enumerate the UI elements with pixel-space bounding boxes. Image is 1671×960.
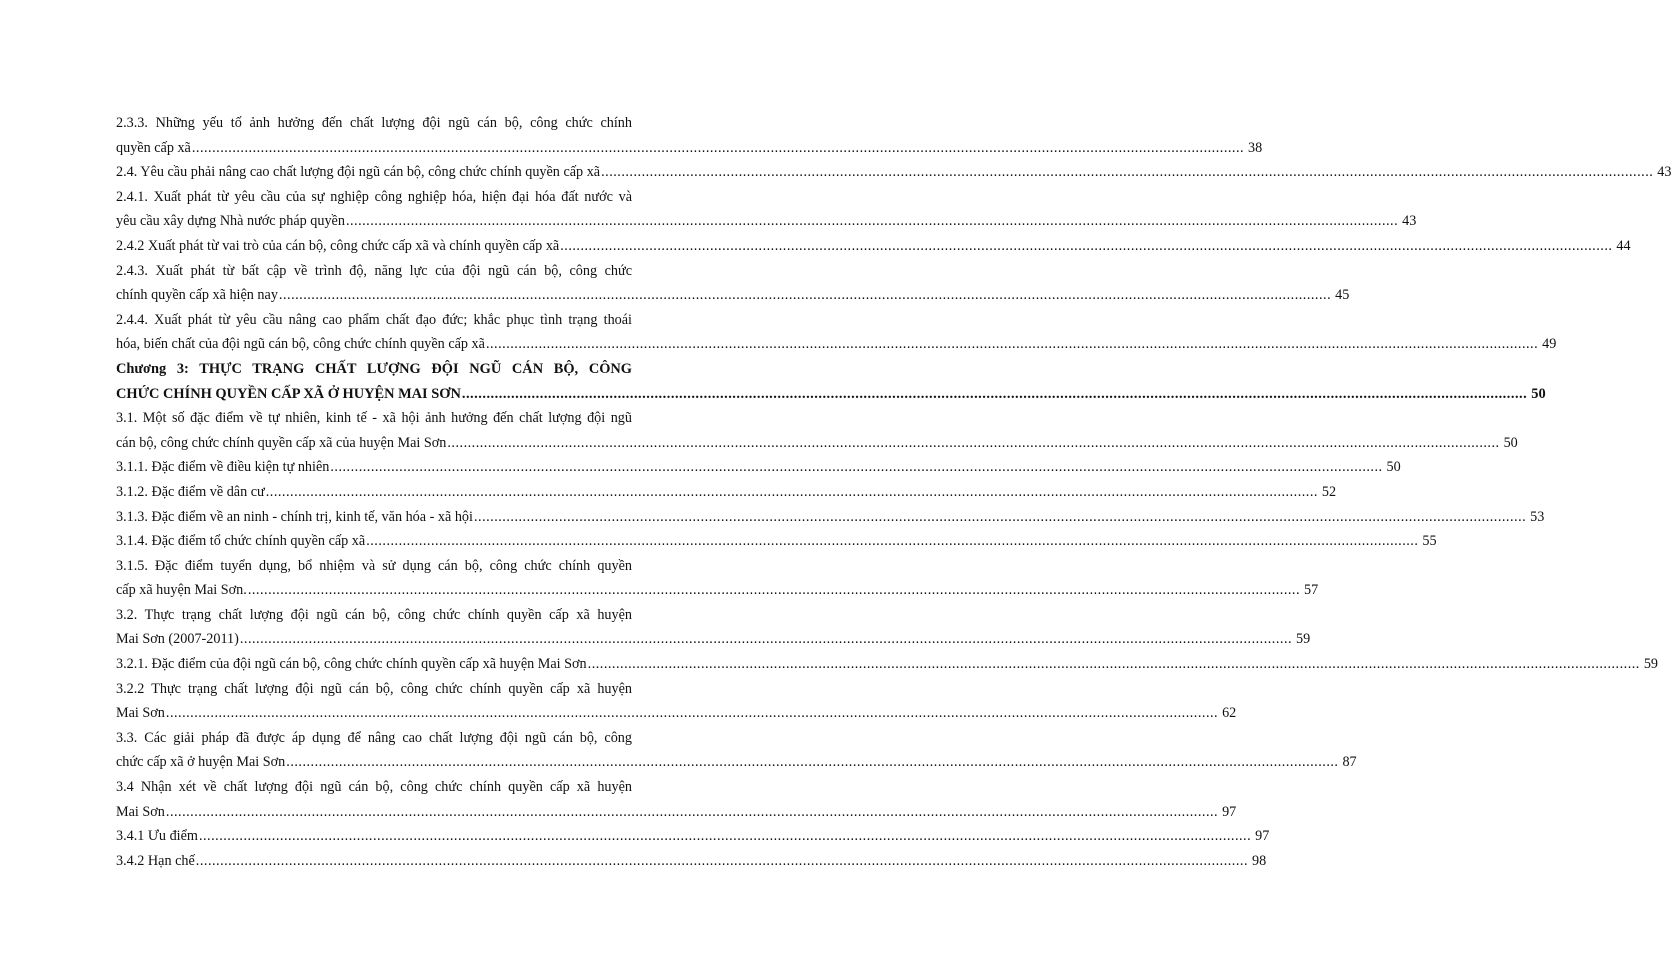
toc-page-number: 57 — [1304, 582, 1319, 599]
toc-entry-text-line: 2.4.3. Xuất phát từ bất cập về trình độ, năng lực của đội ngũ cán bộ, công chức — [116, 262, 632, 279]
toc-entry-last-line — [116, 136, 1263, 161]
toc-entry-title: CHỨC CHÍNH QUYỀN CẤP XÃ Ở HUYỆN MAI SƠN — [116, 385, 461, 402]
toc-dot-leader: .................................................................................................................................................................................................................................................................... — [265, 483, 1318, 500]
toc-page-number: 97 — [1222, 803, 1237, 820]
toc-entry-title: 3.2.1. Đặc điểm của đội ngũ cán bộ, công chức chính quyền cấp xã huyện Mai Sơn — [116, 656, 587, 673]
toc-dot-leader: .................................................................................................................................................................................................................................................................... — [198, 828, 1252, 845]
toc-entry[interactable] — [116, 234, 1631, 259]
toc-entry-last-line — [116, 160, 1671, 185]
toc-entry-last-line — [116, 480, 1337, 505]
toc-entry[interactable] — [116, 455, 1401, 480]
toc-entry[interactable] — [116, 160, 1671, 185]
toc-entry-last-line — [116, 431, 1518, 456]
toc-page-number: 49 — [1542, 336, 1557, 353]
toc-entry[interactable] — [116, 529, 1437, 554]
toc-entry-text-line: 2.3.3. Những yếu tố ảnh hưởng đến chất lượng đội ngũ cán bộ, công chức chính — [116, 115, 632, 131]
toc-page-number: 43 — [1402, 213, 1417, 230]
toc-entry-last-line — [116, 652, 1659, 677]
toc-dot-leader: .................................................................................................................................................................................................................................................................... — [191, 139, 1245, 156]
toc-entry-title: chính quyền cấp xã hiện nay — [116, 287, 278, 304]
toc-dot-leader: .................................................................................................................................................................................................................................................................... — [447, 434, 1500, 451]
toc-entry[interactable] — [116, 652, 1659, 677]
toc-page-number: 62 — [1222, 705, 1237, 722]
toc-entry-last-line — [116, 529, 1437, 554]
toc-entry-title: Mai Sơn — [116, 803, 165, 820]
toc-entry-title: cấp xã huyện Mai Sơn. — [116, 582, 247, 599]
toc-entry-title: 3.1.4. Đặc điểm tổ chức chính quyền cấp xã — [116, 533, 366, 550]
toc-entry-last-line — [116, 701, 1237, 726]
toc-entry[interactable] — [116, 554, 1319, 603]
toc-entry-last-line — [116, 578, 1319, 603]
toc-dot-leader: .................................................................................................................................................................................................................................................................... — [560, 237, 1613, 254]
toc-entry[interactable] — [116, 505, 1545, 530]
toc-entry[interactable] — [116, 824, 1270, 849]
toc-page-number: 53 — [1530, 508, 1545, 525]
toc-entry-title: Mai Sơn (2007-2011) — [116, 631, 239, 648]
toc-entry[interactable] — [116, 480, 1337, 505]
toc-dot-leader: .................................................................................................................................................................................................................................................................... — [485, 336, 1539, 353]
toc-dot-leader: .................................................................................................................................................................................................................................................................... — [587, 656, 1640, 673]
toc-dot-leader: .................................................................................................................................................................................................................................................................... — [366, 533, 1419, 550]
toc-entry-text-line: 3.2.2 Thực trạng chất lượng đội ngũ cán bộ, công chức chính quyền cấp xã huyện — [116, 680, 632, 697]
toc-entry-last-line — [116, 750, 1357, 775]
toc-entry-title: quyền cấp xã — [116, 139, 191, 156]
toc-entry-title: 2.4.2 Xuất phát từ vai trò của cán bộ, công chức cấp xã và chính quyền cấp xã — [116, 237, 560, 254]
toc-entry-title: yêu cầu xây dựng Nhà nước pháp quyền — [116, 213, 345, 230]
toc-entry-text-line: 3.1. Một số đặc điểm về tự nhiên, kinh tế - xã hội ảnh hưởng đến chất lượng đội ngũ — [116, 410, 632, 427]
toc-entry-title: Mai Sơn — [116, 705, 165, 722]
toc-page-number: 50 — [1386, 459, 1401, 476]
toc-entry-last-line — [116, 800, 1237, 825]
toc-entry-last-line — [116, 824, 1270, 849]
toc-entry-title: 3.1.3. Đặc điểm về an ninh - chính trị, kinh tế, văn hóa - xã hội — [116, 508, 473, 525]
toc-dot-leader: .................................................................................................................................................................................................................................................................... — [278, 287, 1332, 304]
toc-entry[interactable] — [116, 406, 1518, 455]
toc-dot-leader: .................................................................................................................................................................................................................................................................... — [461, 385, 1528, 402]
toc-entry-text-line: 3.3. Các giải pháp đã được áp dụng để nâng cao chất lượng đội ngũ cán bộ, công — [116, 729, 632, 746]
toc-entry-last-line — [116, 455, 1401, 480]
toc-page-number: 44 — [1616, 237, 1631, 254]
toc-entry-text-line: 3.4 Nhận xét về chất lượng đội ngũ cán bộ, công chức chính quyền cấp xã huyện — [116, 779, 632, 796]
toc-page-number: 38 — [1248, 139, 1263, 156]
toc-entry[interactable] — [116, 603, 1311, 652]
toc-page-number: 45 — [1335, 287, 1350, 304]
toc-entry-text-line: 2.4.4. Xuất phát từ yêu cầu nâng cao phẩm chất đạo đức; khắc phục tình trạng thoái — [116, 311, 632, 328]
toc-entry-text-line: 3.2. Thực trạng chất lượng đội ngũ cán bộ, công chức chính quyền cấp xã huyện — [116, 606, 632, 623]
toc-entry-text-line: Chương 3: THỰC TRẠNG CHẤT LƯỢNG ĐỘI NGŨ CÁN BỘ, CÔNG — [116, 360, 632, 377]
toc-entry[interactable] — [116, 111, 1263, 160]
toc-entry[interactable] — [116, 259, 1350, 308]
toc-entry[interactable] — [116, 677, 1237, 726]
toc-dot-leader: .................................................................................................................................................................................................................................................................... — [247, 582, 1301, 599]
toc-entry-title: 2.4. Yêu cầu phải nâng cao chất lượng đội ngũ cán bộ, công chức chính quyền cấp xã — [116, 164, 601, 181]
toc-entry-last-line — [116, 505, 1545, 530]
toc-dot-leader: .................................................................................................................................................................................................................................................................... — [165, 803, 1219, 820]
toc-page-number: 55 — [1422, 533, 1437, 550]
toc-entry-last-line — [116, 234, 1631, 259]
toc-entry-title: cán bộ, công chức chính quyền cấp xã của huyện Mai Sơn — [116, 434, 447, 451]
toc-entry-title: 3.4.2 Hạn chế — [116, 852, 195, 869]
toc-dot-leader: .................................................................................................................................................................................................................................................................... — [239, 631, 1293, 648]
toc-entry[interactable] — [116, 185, 1417, 234]
toc-entry-title: 3.1.1. Đặc điểm về điều kiện tự nhiên — [116, 459, 330, 476]
toc-page-number: 98 — [1251, 852, 1267, 869]
toc-entry-title: 3.4.1 Ưu điểm — [116, 828, 198, 845]
toc-page-number: 59 — [1643, 656, 1659, 673]
toc-entry-title: 3.1.2. Đặc điểm về dân cư — [116, 483, 265, 500]
toc-entry[interactable] — [116, 775, 1237, 824]
toc-entry[interactable] — [116, 308, 1557, 357]
toc-entry-text-line: 2.4.1. Xuất phát từ yêu cầu của sự nghiệp công nghiệp hóa, hiện đại hóa đất nước và — [116, 188, 632, 205]
toc-entry-last-line — [116, 332, 1557, 357]
toc-entry[interactable] — [116, 726, 1357, 775]
toc-page-number: 50 — [1503, 434, 1518, 451]
toc-page-number: 43 — [1657, 164, 1671, 181]
toc-entry-last-line — [116, 382, 1546, 407]
toc-dot-leader: .................................................................................................................................................................................................................................................................... — [195, 852, 1248, 869]
toc-dot-leader: .................................................................................................................................................................................................................................................................... — [345, 213, 1399, 230]
toc-dot-leader: .................................................................................................................................................................................................................................................................... — [286, 754, 1339, 771]
toc-dot-leader: .................................................................................................................................................................................................................................................................... — [330, 459, 1383, 476]
toc-dot-leader: .................................................................................................................................................................................................................................................................... — [601, 164, 1654, 181]
toc-entry-last-line — [116, 849, 1267, 874]
toc-page-number: 97 — [1255, 828, 1270, 845]
table-of-contents — [116, 111, 1671, 873]
toc-page-number: 52 — [1321, 483, 1337, 500]
toc-entry-last-line — [116, 209, 1417, 234]
toc-page-number: 50 — [1531, 385, 1546, 402]
toc-page-number: 87 — [1342, 754, 1357, 771]
toc-entry-text-line: 3.1.5. Đặc điểm tuyển dụng, bổ nhiệm và sử dụng cán bộ, công chức chính quyền — [116, 557, 632, 574]
toc-chapter-entry[interactable] — [116, 357, 1546, 406]
toc-entry-title: chức cấp xã ở huyện Mai Sơn — [116, 754, 286, 771]
toc-entry-last-line — [116, 627, 1311, 652]
toc-page-number: 59 — [1296, 631, 1311, 648]
toc-entry-last-line — [116, 283, 1350, 308]
toc-entry-title: hóa, biến chất của đội ngũ cán bộ, công chức chính quyền cấp xã — [116, 336, 485, 353]
toc-entry[interactable] — [116, 849, 1267, 874]
toc-dot-leader: .................................................................................................................................................................................................................................................................... — [165, 705, 1219, 722]
toc-dot-leader: .................................................................................................................................................................................................................................................................... — [473, 508, 1527, 525]
